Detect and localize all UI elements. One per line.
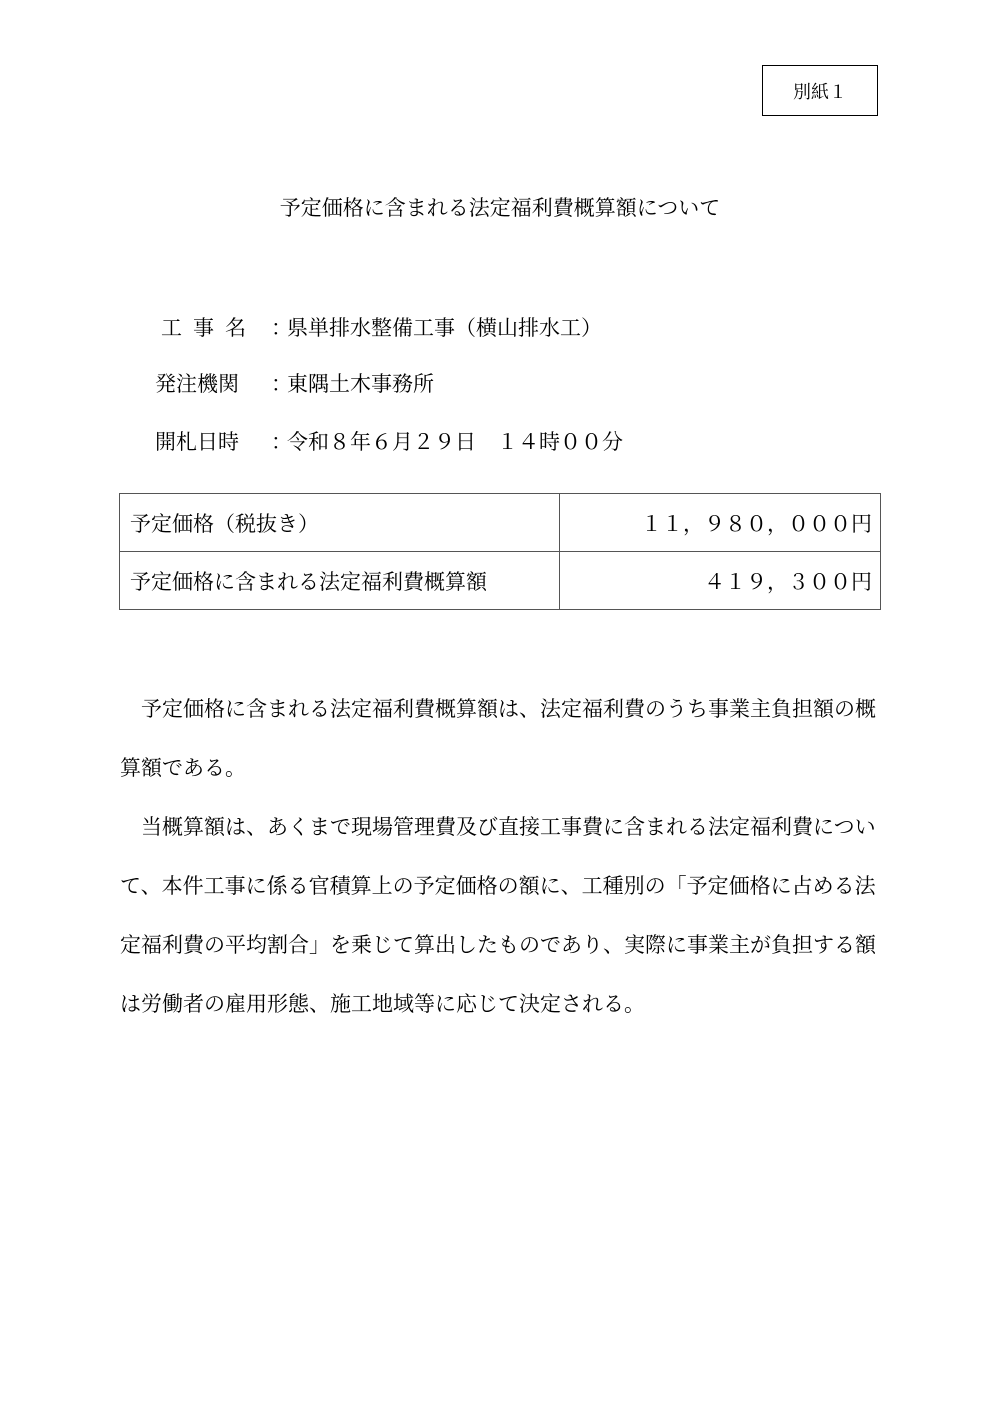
table-row <box>120 494 881 552</box>
paragraph: 予定価格に含まれる法定福利費概算額は、法定福利費のうち事業主負担額の概算額である。 <box>120 697 876 780</box>
project-name-label: 工事名 <box>161 316 257 340</box>
info-row-project <box>155 313 602 343</box>
opening-datetime-label: 開札日時 <box>155 430 239 454</box>
info-row-office <box>155 369 434 399</box>
table-amount-cell: ４１９，３００円 <box>560 552 881 610</box>
paragraph: 当概算額は、あくまで現場管理費及び直接工事費に含まれる法定福利費について、本件工事に係る官積算上の予定価格の額に、工種別の「予定価格に占める法定福利費の平均割合」を乗じて算出したものであり、実際に事業主が負担する額は労働者の雇用形態、施工地域等に応じて決定される。 <box>120 815 876 1016</box>
project-name-value: 県単排水整備工事（横山排水工） <box>287 316 602 340</box>
attachment-label: 別紙１ <box>762 65 878 116</box>
ordering-office-label: 発注機関 <box>155 372 239 396</box>
document-title: 予定価格に含まれる法定福利費概算額について <box>279 196 721 220</box>
info-row-opening <box>155 427 623 457</box>
table-row <box>120 552 881 610</box>
body-text <box>120 680 884 1034</box>
opening-datetime-value: 令和８年６月２９日 １４時００分 <box>287 430 623 454</box>
amount-table <box>119 493 881 610</box>
ordering-office-value: 東隅土木事務所 <box>287 372 434 396</box>
table-item-cell: 予定価格（税抜き） <box>120 494 560 552</box>
separator: ： <box>271 430 292 454</box>
separator: ： <box>271 372 292 396</box>
separator: ： <box>271 316 292 340</box>
table-amount-cell: １１，９８０，０００円 <box>560 494 881 552</box>
table-item-cell: 予定価格に含まれる法定福利費概算額 <box>120 552 560 610</box>
